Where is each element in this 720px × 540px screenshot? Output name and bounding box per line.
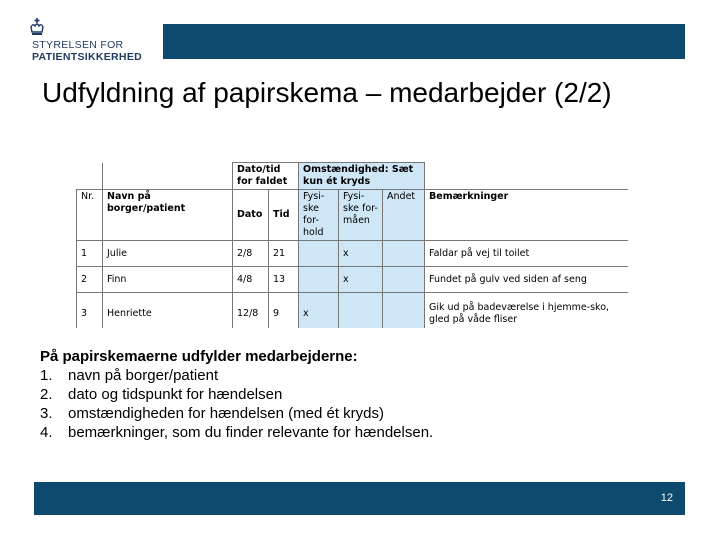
slide-title: Udfyldning af papirskema – medarbejder (2/2) [42, 77, 612, 108]
table-row [77, 267, 629, 293]
circumstance-group-header: Omstændighed: Sæt kun ét kryds [299, 163, 425, 190]
crown-icon [30, 18, 44, 38]
cell-name: Julie [103, 241, 233, 267]
cell-physical-conditions [299, 241, 339, 267]
list-item [40, 385, 690, 404]
registration-form-table [76, 162, 628, 328]
cell-time: 21 [269, 241, 299, 267]
datetime-group-header: Dato/tid for faldet [233, 163, 299, 190]
cell-date: 4/8 [233, 267, 269, 293]
empty-cell [77, 163, 103, 190]
cell-physical-conditions: x [299, 293, 339, 329]
cell-physical-ability: x [339, 267, 383, 293]
list-text: omstændigheden for hændelsen (med ét kryds) [68, 405, 384, 422]
table-row [77, 293, 629, 329]
cell-time: 9 [269, 293, 299, 329]
table-row [77, 241, 629, 267]
list-number: 2. [40, 386, 53, 403]
list-text: dato og tidspunkt for hændelsen [68, 386, 283, 403]
header-other: Andet [383, 190, 425, 241]
cell-nr: 3 [77, 293, 103, 329]
cell-nr: 1 [77, 241, 103, 267]
cell-physical-conditions [299, 267, 339, 293]
instructions-lead: På papirskemaerne udfylder medarbejderne: [40, 348, 358, 365]
list-item [40, 366, 690, 385]
cell-nr: 2 [77, 267, 103, 293]
logo-line-1: STYRELSEN FOR [32, 39, 124, 51]
header-physical-conditions: Fysi-ske for-hold [299, 190, 339, 241]
cell-remark: Gik ud på badeværelse i hjemme-sko, gled på våde fliser [425, 293, 628, 329]
cell-time: 13 [269, 267, 299, 293]
cell-physical-ability: x [339, 241, 383, 267]
empty-cell [103, 163, 233, 190]
empty-cell [425, 163, 628, 190]
cell-other [383, 267, 425, 293]
logo-line-2: PATIENTSIKKERHED [32, 51, 142, 63]
cell-physical-ability [339, 293, 383, 329]
header-name: Navn på borger/patient [103, 190, 233, 241]
list-text: navn på borger/patient [68, 367, 219, 384]
list-text: bemærkninger, som du finder relevante for hændelsen. [68, 424, 434, 441]
cell-date: 2/8 [233, 241, 269, 267]
list-number: 4. [40, 424, 53, 441]
cell-other [383, 241, 425, 267]
cell-other [383, 293, 425, 329]
header-physical-ability: Fysi-ske for-måen [339, 190, 383, 241]
cell-remark: Fundet på gulv ved siden af seng [425, 267, 628, 293]
header-time: Tid [269, 190, 299, 241]
form-table-image [76, 162, 628, 328]
list-number: 1. [40, 367, 53, 384]
cell-name: Finn [103, 267, 233, 293]
agency-logo [30, 18, 160, 64]
list-item [40, 423, 690, 442]
header-nr: Nr. [77, 190, 103, 241]
cell-date: 12/8 [233, 293, 269, 329]
list-item [40, 404, 690, 423]
cell-name: Henriette [103, 293, 233, 329]
instructions [40, 347, 690, 442]
page-number: 12 [660, 492, 673, 504]
header-bar [163, 24, 685, 59]
list-number: 3. [40, 405, 53, 422]
header-date: Dato [233, 190, 269, 241]
cell-remark: Faldar på vej til toilet [425, 241, 628, 267]
footer-bar [34, 482, 685, 515]
instruction-list [40, 366, 690, 442]
header-remarks: Bemærkninger [425, 190, 628, 241]
